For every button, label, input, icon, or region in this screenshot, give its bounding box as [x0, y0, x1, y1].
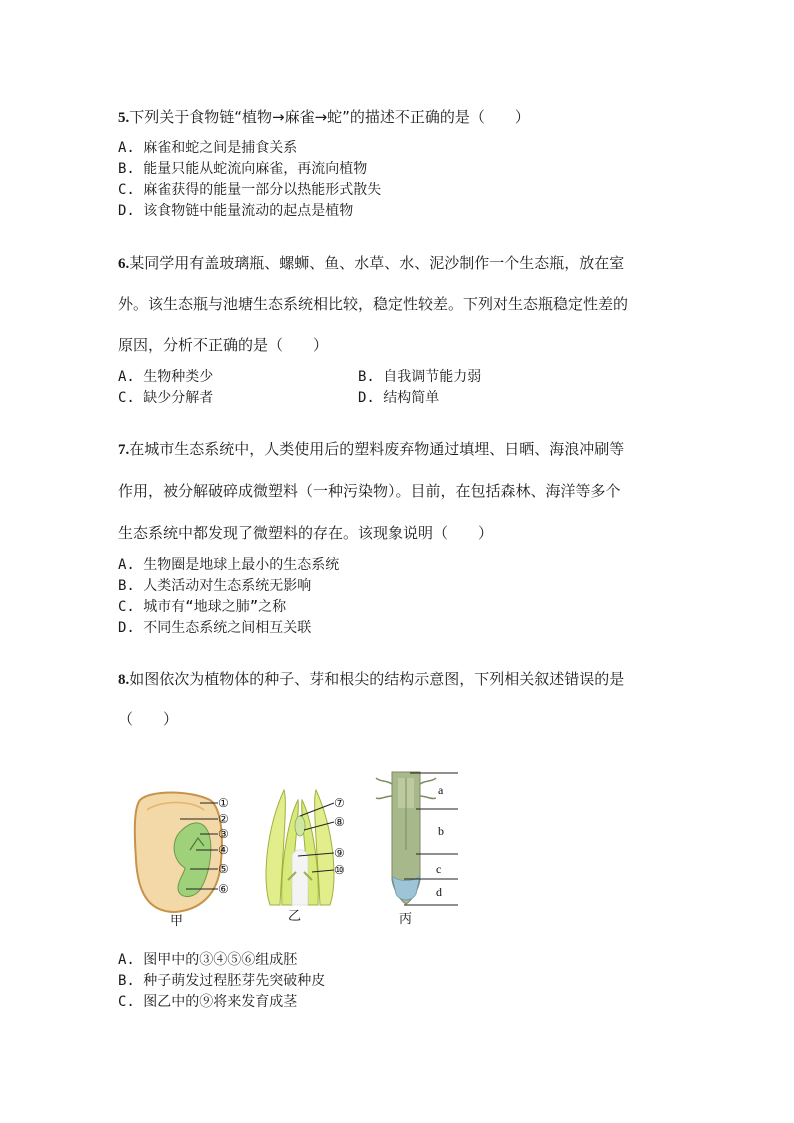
question-text: 某同学用有盖玻璃瓶、螺蛳、鱼、水草、水、泥沙制作一个生态瓶，放在室 — [129, 254, 625, 272]
caption-yi: 乙 — [288, 908, 302, 923]
q7-option-d: D. 不同生态系统之间相互关联 — [118, 620, 312, 636]
q8-option-a: A. 图甲中的③④⑤⑥组成胚 — [118, 952, 298, 968]
seed-label-6: ⑥ — [218, 882, 229, 896]
bud-label-7: ⑦ — [334, 796, 345, 810]
question-7-stem-line-3: 生态系统中都发现了微塑料的存在。该现象说明（ ） — [118, 524, 494, 542]
q8-option-b: B. 种子萌发过程胚芽先突破种皮 — [118, 973, 326, 989]
seed-label-2: ② — [218, 812, 229, 826]
q5-option-b: B. 能量只能从蛇流向麻雀，再流向植物 — [118, 161, 368, 177]
question-6-stem-line-3: 原因，分析不正确的是（ ） — [118, 336, 329, 354]
question-8-stem-line-2: （ ） — [118, 710, 179, 728]
seed-label-4: ④ — [218, 843, 229, 857]
q8-option-c: C. 图乙中的⑨将来发育成茎 — [118, 994, 298, 1010]
question-number: 7. — [118, 442, 130, 458]
q6-option-d: D. 结构简单 — [358, 390, 440, 406]
seed-label-5: ⑤ — [218, 862, 229, 876]
root-label-c: c — [436, 862, 442, 876]
question-text: 下列关于食物链“植物→麻雀→蛇”的描述不正确的是（ ） — [129, 108, 530, 126]
root-tip-diagram — [376, 772, 458, 926]
question-number: 8. — [118, 672, 130, 688]
q6-option-b: B. 自我调节能力弱 — [358, 369, 482, 385]
bud-label-9: ⑨ — [334, 846, 345, 860]
question-7-stem-line-2: 作用，被分解破碎成微塑料（一种污染物）。目前，在包括森林、海洋等多个 — [118, 482, 621, 500]
root-label-d: d — [436, 885, 442, 899]
question-6-stem-line-2: 外。该生态瓶与池塘生态系统相比较，稳定性较差。下列对生态瓶稳定性差的 — [118, 295, 629, 313]
root-label-a: a — [438, 783, 444, 797]
bud-label-10: ⑩ — [334, 863, 345, 877]
bud-diagram — [266, 790, 345, 923]
q5-option-c: C. 麻雀获得的能量一部分以热能形式散失 — [118, 182, 382, 198]
q6-option-a: A. 生物种类少 — [118, 369, 214, 385]
question-text: 如图依次为植物体的种子、芽和根尖的结构示意图，下列相关叙述错误的是 — [129, 670, 625, 688]
question-number: 5. — [118, 110, 130, 126]
q7-option-b: B. 人类活动对生态系统无影响 — [118, 578, 312, 594]
root-label-b: b — [438, 824, 444, 838]
bud-label-8: ⑧ — [334, 815, 345, 829]
question-text: 在城市生态系统中，人类使用后的塑料废弃物通过填埋、日晒、海浪冲刷等 — [129, 440, 625, 458]
q5-option-a: A. 麻雀和蛇之间是捕食关系 — [118, 140, 298, 156]
q7-option-a: A. 生物圈是地球上最小的生态系统 — [118, 557, 340, 573]
seed-label-3: ③ — [218, 827, 229, 841]
seed-diagram — [135, 793, 229, 929]
q6-option-c: C. 缺少分解者 — [118, 390, 214, 406]
caption-jia: 甲 — [170, 913, 184, 928]
q5-option-d: D. 该食物链中能量流动的起点是植物 — [118, 203, 354, 219]
q7-option-c: C. 城市有“地球之肺”之称 — [118, 599, 287, 615]
seed-label-1: ① — [218, 796, 229, 810]
caption-bing: 丙 — [399, 911, 413, 926]
question-number: 6. — [118, 256, 130, 272]
